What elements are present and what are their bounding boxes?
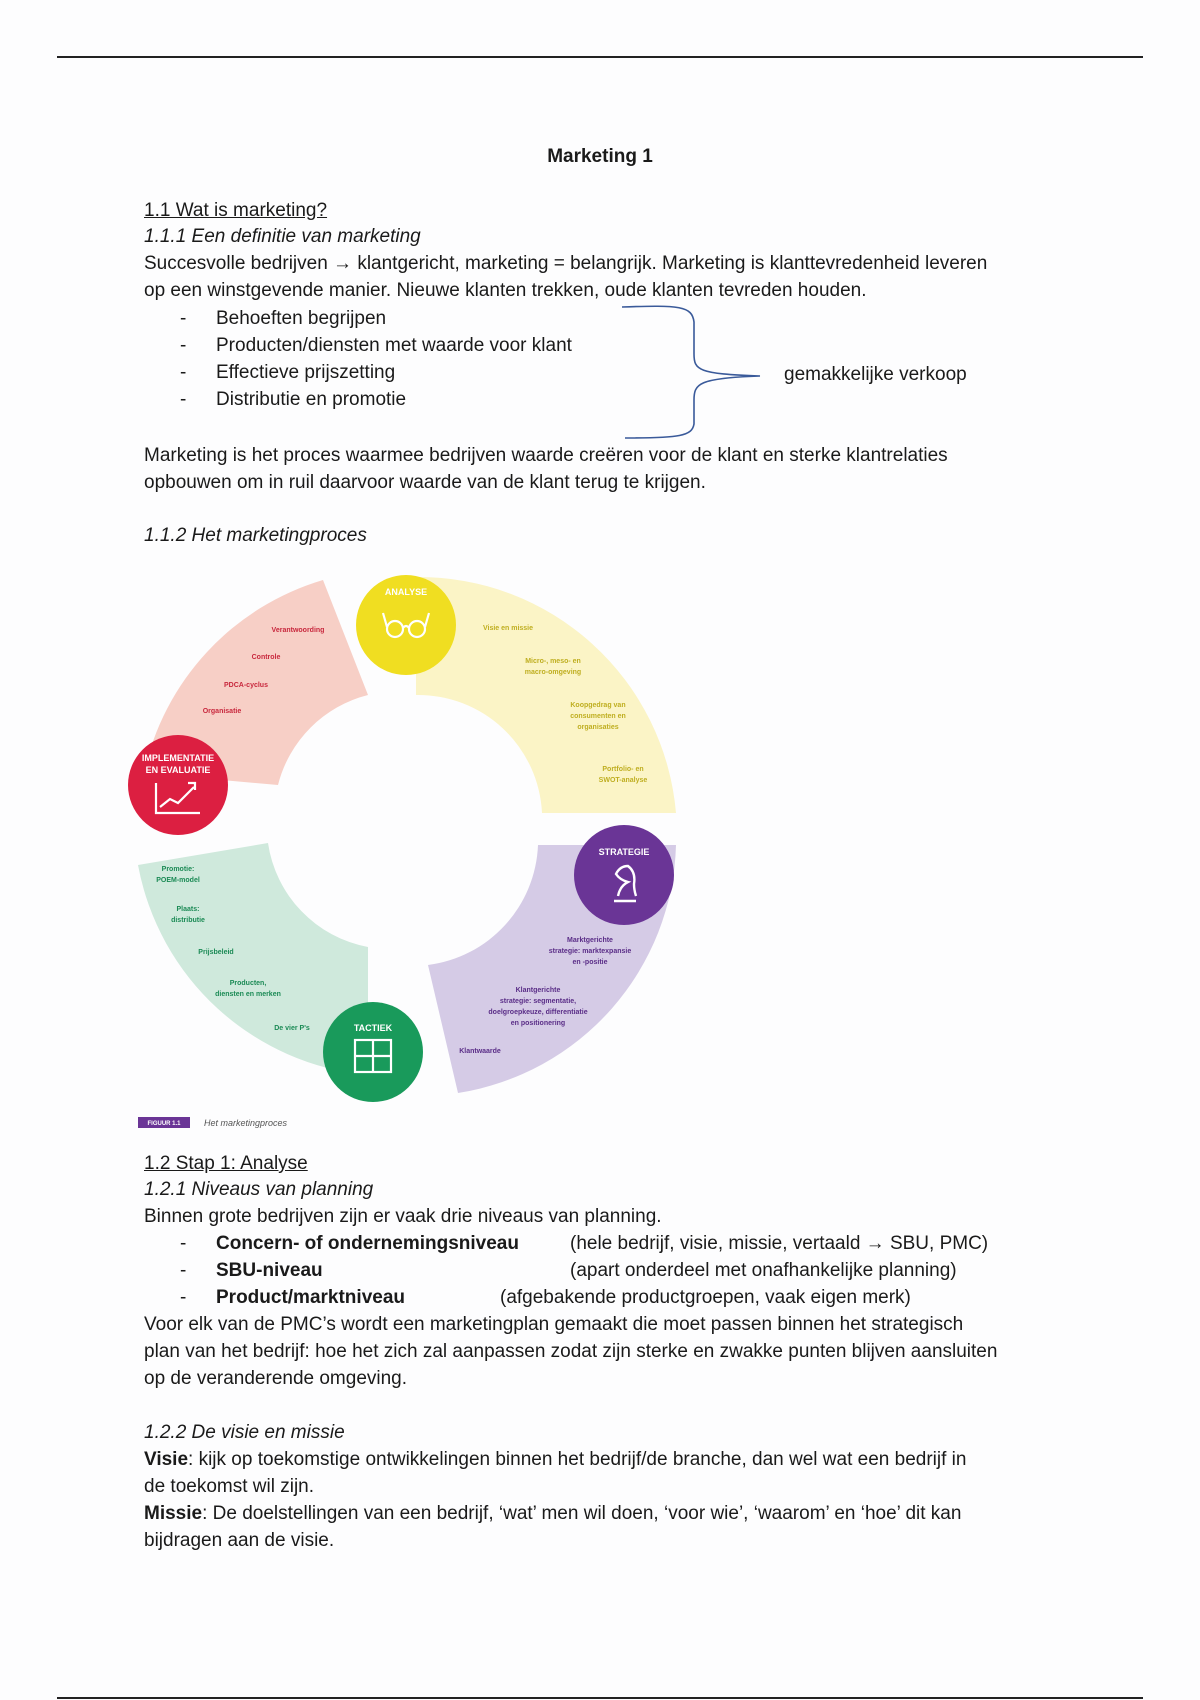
figure-tag: FIGUUR 1.1 xyxy=(147,1121,181,1127)
strategie-label: STRATEGIE xyxy=(598,847,650,857)
subheading-1-1-2: 1.1.2 Het marketingproces xyxy=(144,525,367,546)
page-title: Marketing 1 xyxy=(547,146,653,167)
visie-text: : kijk op toekomstige ontwikkelingen binnen het bedrijf/de branche, dan wel wat een bedrijf in xyxy=(188,1449,967,1470)
subheading-1-1-1: 1.1.1 Een definitie van marketing xyxy=(144,226,421,247)
analyse-item: Koopgedrag van xyxy=(570,702,626,709)
paragraph-line: op een winstgevende manier. Nieuwe klanten trekken, oude klanten tevreden houden. xyxy=(144,280,867,301)
paragraph-line: Marketing is het proces waarmee bedrijven waarde creëren voor de klant en sterke klantrelaties xyxy=(144,445,948,466)
brace-label: gemakkelijke verkoop xyxy=(784,364,967,385)
implementatie-label: EN EVALUATIE xyxy=(145,765,211,775)
bullet-dash: - xyxy=(180,1287,187,1308)
analyse-item: Portfolio- en xyxy=(602,766,644,773)
figure-caption: Het marketingproces xyxy=(204,1118,288,1128)
implementatie-item: PDCA-cyclus xyxy=(224,682,268,689)
subheading-1-2-1: 1.2.1 Niveaus van planning xyxy=(144,1179,374,1200)
bullet-dash: - xyxy=(180,389,187,410)
analyse-item: Visie en missie xyxy=(482,625,534,632)
analyse-item: organisaties xyxy=(577,724,619,731)
tactiek-item: Promotie: xyxy=(161,866,195,873)
tactiek-item: Prijsbeleid xyxy=(198,949,234,956)
analyse-item: SWOT-analyse xyxy=(598,777,648,784)
missie-line xyxy=(144,1500,961,1527)
bullet-dash: - xyxy=(180,335,187,356)
tactiek-stage xyxy=(323,1002,423,1102)
tactiek-item: Plaats: xyxy=(176,906,200,913)
tactiek-item: De vier P's xyxy=(274,1025,310,1032)
implementatie-label: IMPLEMENTATIE xyxy=(141,753,215,763)
paragraph-line: plan van het bedrijf: hoe het zich zal aanpassen zodat zijn sterke en zwakke punten blijven aansluiten xyxy=(144,1341,998,1362)
paragraph-line: op de veranderende omgeving. xyxy=(144,1368,408,1389)
paragraph-line: Binnen grote bedrijven zijn er vaak drie niveaus van planning. xyxy=(144,1206,662,1227)
bullet-item: Distributie en promotie xyxy=(216,389,407,410)
tactiek-item: diensten en merken xyxy=(215,991,281,998)
subheading-1-2-2: 1.2.2 De visie en missie xyxy=(144,1422,345,1443)
strategie-circle xyxy=(574,825,674,925)
implementatie-circle xyxy=(128,735,228,835)
planning-level-desc: (apart onderdeel met onafhankelijke planning) xyxy=(570,1260,957,1281)
strategie-item: Klantwaarde xyxy=(459,1048,501,1055)
planning-level-desc: (hele bedrijf, visie, missie, vertaald → SBU, PMC) xyxy=(570,1233,989,1254)
curly-brace xyxy=(620,302,770,442)
strategie-item: Marktgerichte xyxy=(567,937,613,944)
strategie-item: en positionering xyxy=(510,1020,566,1027)
marketing-process-diagram xyxy=(128,545,693,1135)
strategie-item: strategie: segmentatie, xyxy=(499,998,577,1005)
header-rule xyxy=(57,56,1143,58)
tactiek-item: POEM-model xyxy=(156,877,200,884)
analyse-item: Micro-, meso- en xyxy=(525,658,581,665)
analyse-item: consumenten en xyxy=(570,713,626,720)
tactiek-item: distributie xyxy=(171,917,205,924)
heading-1-2: 1.2 Stap 1: Analyse xyxy=(144,1153,308,1174)
tactiek-label: TACTIEK xyxy=(353,1023,393,1033)
bullet-item: Behoeften begrijpen xyxy=(216,308,387,329)
bullet-dash: - xyxy=(180,1233,187,1254)
tactiek-item: Producten, xyxy=(229,980,267,987)
planning-level-desc: (afgebakende productgroepen, vaak eigen merk) xyxy=(500,1287,911,1308)
analyse-stage xyxy=(356,575,456,675)
paragraph-line: Voor elk van de PMC’s wordt een marketingplan gemaakt die moet passen binnen het strategisch xyxy=(144,1314,964,1335)
bullet-item: Producten/diensten met waarde voor klant xyxy=(216,335,572,356)
visie-term: Visie xyxy=(144,1449,189,1470)
strategie-item: Klantgerichte xyxy=(515,987,561,994)
heading-1-1: 1.1 Wat is marketing? xyxy=(144,200,328,221)
visie-line xyxy=(144,1446,966,1473)
paragraph-line: opbouwen om in ruil daarvoor waarde van de klant terug te krijgen. xyxy=(144,472,706,493)
implementatie-stage xyxy=(128,735,228,835)
bullet-item: Effectieve prijszetting xyxy=(216,362,396,383)
planning-level-name: Product/marktniveau xyxy=(216,1287,405,1308)
footer-rule xyxy=(57,1697,1143,1699)
paragraph-line: de toekomst wil zijn. xyxy=(144,1476,315,1497)
strategie-item: doelgroepkeuze, differentiatie xyxy=(488,1009,588,1016)
bullet-dash: - xyxy=(180,362,187,383)
bullet-dash: - xyxy=(180,1260,187,1281)
planning-level-name: Concern- of ondernemingsniveau xyxy=(216,1233,519,1254)
missie-term: Missie xyxy=(144,1503,203,1524)
implementatie-item: Verantwoording xyxy=(271,627,325,634)
strategie-item: strategie: marktexpansie xyxy=(548,948,632,955)
analyse-item: macro-omgeving xyxy=(524,669,582,676)
paragraph-line: Succesvolle bedrijven → klantgericht, marketing = belangrijk. Marketing is klanttevredenheid leveren xyxy=(144,253,988,274)
paragraph-line: bijdragen aan de visie. xyxy=(144,1530,335,1551)
analyse-label: ANALYSE xyxy=(384,587,428,597)
implementatie-item: Controle xyxy=(251,654,281,661)
strategie-stage xyxy=(574,825,674,925)
bullet-dash: - xyxy=(180,308,187,329)
strategie-item: en -positie xyxy=(572,959,608,966)
missie-text: : De doelstellingen van een bedrijf, ‘wat’ men wil doen, ‘voor wie’, ‘waarom’ en ‘hoe’ dit kan xyxy=(202,1503,962,1524)
implementatie-item: Organisatie xyxy=(202,708,242,715)
planning-level-name: SBU-niveau xyxy=(216,1260,323,1281)
